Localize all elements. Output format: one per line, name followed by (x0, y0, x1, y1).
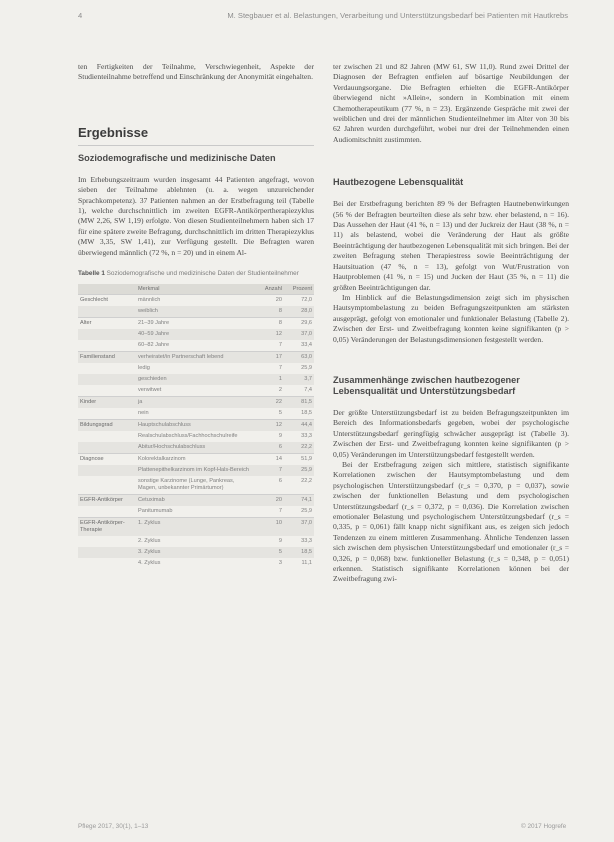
subsection-heading-quality-of-life: Hautbezogene Lebensqualität (333, 177, 464, 188)
table-cell-count: 7 (278, 365, 282, 372)
table-cell-count: 9 (278, 433, 282, 440)
table-row (78, 495, 314, 507)
table-row (78, 431, 314, 442)
table-cell-group: EGFR-Antikörper (78, 495, 136, 507)
table-cell-feature: geschieden (136, 374, 254, 385)
sociodemographic-table (78, 284, 314, 569)
table-cell-count: 7 (278, 342, 282, 349)
table-cell-percent: 81,5 (284, 397, 314, 409)
table-cell-feature: verheiratet/in Partnerschaft lebend (136, 352, 254, 364)
right-text-3 (333, 408, 569, 585)
footer-citation: Pflege 2017, 30(1), 1–13 (78, 823, 149, 830)
table-cell-percent: 22,2 (301, 478, 312, 485)
table-cell-group: Bildungsgrad (78, 420, 136, 432)
table-cell-count: 10 (254, 518, 284, 537)
table-cell-group: Familienstand (78, 352, 136, 364)
table-cell-count: 17 (254, 352, 284, 364)
table-cell-count: 2 (278, 387, 282, 394)
table-cell-group (78, 558, 136, 569)
right-text-1 (333, 62, 569, 145)
table-caption (78, 270, 314, 278)
age-diagnosis-paragraph: ter zwischen 21 und 82 Jahren (MW 61, SW 11,0). Rund zwei Drittel der Diagnosen der Befragten entfielen auf bösartige Neubildungen der Verdauungsorgane. Die Befragten erhielten die EGFR-Antikörper überwiegend nicht »Allein«, sondern in Kombination mit einem Chemotherapeutikum (77 %, n = 23). Ergänzende Gespräche mit zwei der weiblichen und drei der männlichen Studienteilnehmer im Alter von 30 bis 62 Jahren wurden durchgeführt, wobei nur drei der Teilnehmenden einen Audiomitschnitt zustimmten. (333, 62, 569, 144)
table-cell-percent: 37,0 (284, 329, 314, 340)
table-caption-text: Soziodemografische und medizinische Daten der Studienteilnehmer (106, 270, 299, 278)
correlation-paragraph: Bei der Erstbefragung zeigen sich mittlere, statistisch signifikante Korrelationen zwischen der Hautsymptombelastung und dem psychologischen Unterstützungsbedarf (r_s = 0,370, p = 0,037), sowie zwischen der funktionellen Belastung und dem psychologischen Unterstützungsbedarf (r_s = 0,372, p = 0,036). Die Korrelation zwischen emotionaler Belastung und psychologischem Unterstützungsbedarf (r_s = 0,335, p = 0,061) fällt knapp nicht signifikant aus, es zeigen sich jedoch Tendenzen zu einem mittleren Zusammenhang. Ähnliche Tendenzen lassen sich zwischen dem physischen Unterstützungsbedarf und emotionaler (r_s = 0,326, p = 0,068) bzw. funktioneller Belastung (r_s = 0,348, p = 0,051) erkennen. Statistisch signifikante Korrelationen können bei der Zweitbefragung zwi- (333, 459, 569, 584)
table-row (78, 329, 314, 340)
table-cell-feature: ja (136, 397, 254, 409)
support-need-paragraph: Der größte Unterstützungsbedarf ist zu beiden Befragungszeitpunkten im Bereich des Informationsbedarfs gegeben, wobei der psychologische Unterstützungsbedarf geringfügig schwächer ausgeprägt ist (Tabelle 3). Zwischen der Erst- und Zweitbefragung konnten keine signifikanten (p > 0,05) Veränderungen im Unterstützungsbedarf festgestellt werden. (333, 407, 569, 459)
footer-copyright: © 2017 Hogrefe (521, 823, 567, 830)
table-cell-group (78, 442, 136, 454)
subsection-heading-sociodemographics: Soziodemografische und medizinische Daten (78, 152, 276, 163)
table-cell-count: 1 (254, 374, 284, 385)
table-cell-feature: Cetuximab (136, 495, 254, 507)
table-cell-percent: 74,1 (284, 495, 314, 507)
table-cell-percent: 25,9 (301, 508, 312, 515)
table-cell-group (78, 476, 136, 495)
table-cell-percent: 63,0 (284, 352, 314, 364)
table-row (78, 547, 314, 558)
table-cell-percent: 18,5 (284, 547, 314, 558)
table-cell-feature: 4. Zyklus (138, 560, 161, 567)
section-heading-results: Ergebnisse (78, 125, 314, 146)
burden-dimensions-paragraph: Im Hinblick auf die Belastungsdimension zeigt sich im physischen Hautsymptombelastung zu beiden Befragungszeitpunkten am stärksten ausgeprägt, gefolgt von emotionaler und funktionaler Belastung (Tabelle 2). Zwischen der Erst- und Zweitbefragung konnten keine signifikanten (p > 0,05) Veränderungen der Belastungsdimensionen festgestellt werden. (333, 292, 569, 344)
skin-symptoms-paragraph: Bei der Erstbefragung berichten 89 % der Befragten Hautnebenwirkungen (56 % der Befragten beurteilten diese als sehr bzw. eher belastend, n = 16). Das Aussehen der Haut (41 %, n = 13) und der Juckreiz der Haut (38 %, n = 11) als belastend, wobei die Veränderung der Haut als größte Beeinträchtigung der hautbezogenen Lebensqualität mit sich bringen. Bei der zweiten Befragung stehen Therapiestress sowie Beeinträchtigung der Hautsituation (47 %, n = 13), gefolgt von Wut/Frustration von Hautproblemen (41 %, n = 15) und Jucken der Haut (35 %, n = 11) die größten Beeinträchtigungen dar. (333, 199, 569, 292)
table-cell-count: 20 (254, 295, 284, 307)
table-cell-percent: 28,0 (284, 306, 314, 318)
table-cell-count: 6 (278, 478, 282, 485)
table-cell-count: 5 (278, 410, 282, 417)
table-cell-feature: 2. Zyklus (138, 538, 161, 545)
table-cell-count: 14 (254, 454, 284, 466)
right-text-2 (333, 199, 569, 345)
table-cell-percent: 18,5 (301, 410, 312, 417)
table-header-row (78, 284, 314, 295)
table-cell-feature: 40–59 Jahre (136, 329, 254, 340)
table-row (78, 352, 314, 364)
sociodemographics-paragraph: Im Erhebungszeitraum wurden insgesamt 44 Patienten angefragt, wovon sieben der Teilnahme ablehnten (u. a. wegen unzureichender Sprachkompetenz). 37 Patienten nahmen an der Erstbefragung teil (Tabelle 1), welche durchschnittlich im zweiten EGFR-Antikörpertherapiezyklus (MW 2,26, SW 1,19) erfolgte. Von diesen Studienteilnehmern haben sich 17 für eine spätere zweite Befragung, durchschnittlich im dritten Therapiezyklus (MW 3,35, SW 1,41), zur Verfügung gestellt. Die Befragten waren überwiegend männlich (72 %, n = 20) und in einem Al- (78, 174, 314, 257)
table-cell-percent: 51,9 (284, 454, 314, 466)
sociodemographics-text (78, 175, 314, 258)
table-row (78, 318, 314, 330)
table-cell-feature: Realschulabschluss/Fachhochschulreife (138, 433, 238, 440)
table-row (78, 536, 314, 547)
intro-paragraph: ten Fertigkeiten der Teilnahme, Verschwiegenheit, Aspekte der Studienteilnahme betreffend und Einschränkung der Anonymität eingehalten. (78, 62, 314, 82)
table-cell-group (78, 431, 136, 442)
table-cell-percent: 7,4 (304, 387, 312, 394)
table-cell-group (78, 465, 136, 476)
table-row (78, 518, 314, 537)
table-cell-group (78, 536, 136, 547)
table-cell-feature: nein (138, 410, 149, 417)
table-cell-count: 5 (254, 547, 284, 558)
table-cell-count: 7 (278, 508, 282, 515)
table-row (78, 454, 314, 466)
table-row (78, 558, 314, 569)
table-cell-feature: ledig (138, 365, 150, 372)
table-cell-group: Alter (78, 318, 136, 330)
table-cell-group: Geschlecht (78, 295, 136, 307)
table-cell-count: 9 (278, 538, 282, 545)
table-row (78, 420, 314, 432)
table-row (78, 442, 314, 454)
table-cell-percent: 37,0 (284, 518, 314, 537)
table-cell-percent: 33,3 (301, 433, 312, 440)
table-cell-feature: Panitumumab (138, 508, 173, 515)
table-row (78, 363, 314, 374)
table-cell-group (78, 363, 136, 374)
table-row (78, 465, 314, 476)
table-cell-percent: 33,3 (301, 538, 312, 545)
table-cell-percent: 33,4 (301, 342, 312, 349)
table-cell-feature: weiblich (136, 306, 254, 318)
table-cell-group: Diagnose (78, 454, 136, 466)
table-cell-feature: 60–82 Jahre (138, 342, 170, 349)
table-cell-percent: 72,0 (284, 295, 314, 307)
table-cell-feature: männlich (136, 295, 254, 307)
table-cell-group (78, 385, 136, 397)
subsection-heading-correlations: Zusammenhänge zwischen hautbezogener Lebensqualität und Unterstützungsbedarf (333, 374, 520, 396)
table-cell-percent: 29,6 (284, 318, 314, 330)
table-caption-label: Tabelle 1 (78, 270, 105, 278)
table-cell-percent: 11,1 (301, 560, 312, 567)
table-row (78, 397, 314, 409)
table-cell-group (78, 408, 136, 420)
table-cell-group (78, 329, 136, 340)
table-cell-feature: Plattenepithelkarzinom im Kopf-Hals-Bereich (136, 465, 254, 476)
table-cell-count: 12 (254, 420, 284, 432)
table-cell-group (78, 306, 136, 318)
running-head (78, 11, 568, 23)
table-cell-group (78, 506, 136, 518)
table-row (78, 295, 314, 307)
table-cell-group: EGFR-Antikörper-Therapie (78, 518, 136, 537)
table-cell-group: Kinder (78, 397, 136, 409)
table-cell-count: 3 (278, 560, 282, 567)
table-row (78, 506, 314, 518)
running-head-title: M. Stegbauer et al. Belastungen, Verarbeitung und Unterstützungsbedarf bei Patienten mit Hautkrebs (227, 11, 568, 20)
left-column (78, 62, 314, 569)
right-column (333, 62, 569, 585)
table-cell-feature: sonstige Karzinome (Lunge, Pankreas, Magen, unbekannter Primärtumor) (138, 478, 235, 492)
table-row (78, 385, 314, 397)
table-cell-percent: 25,9 (301, 365, 312, 372)
table-cell-count: 12 (254, 329, 284, 340)
table-cell-count: 8 (254, 306, 284, 318)
table-cell-count: 6 (254, 442, 284, 454)
table-row (78, 306, 314, 318)
table-cell-feature: 3. Zyklus (136, 547, 254, 558)
table-cell-feature: 21–39 Jahre (136, 318, 254, 330)
table-cell-count: 20 (254, 495, 284, 507)
table-cell-group (78, 547, 136, 558)
table-cell-percent: 3,7 (284, 374, 314, 385)
table-row (78, 374, 314, 385)
table-cell-feature: 1. Zyklus (136, 518, 254, 537)
table-cell-percent: 22,2 (284, 442, 314, 454)
table-cell-feature: Abitur/Hochschulabschluss (136, 442, 254, 454)
table-cell-feature: verwitwet (138, 387, 162, 394)
table-cell-group (78, 340, 136, 352)
table-row (78, 408, 314, 420)
table-body (78, 295, 314, 570)
table-header-feature: Merkmal (136, 284, 254, 295)
table-cell-count: 8 (254, 318, 284, 330)
table-cell-group (78, 374, 136, 385)
table-cell-feature: Hauptschulabschluss (136, 420, 254, 432)
intro-text (78, 62, 314, 83)
table-cell-count: 7 (254, 465, 284, 476)
table-cell-percent: 25,9 (284, 465, 314, 476)
table-cell-feature: Kolorektalkarzinom (136, 454, 254, 466)
table-row (78, 340, 314, 352)
table-row (78, 476, 314, 495)
page-number: 4 (78, 11, 83, 20)
table-header-percent: Prozent (284, 284, 314, 295)
table-header-count: Anzahl (254, 284, 284, 295)
table-cell-count: 22 (254, 397, 284, 409)
table-header-group (78, 284, 136, 295)
table-cell-percent: 44,4 (284, 420, 314, 432)
